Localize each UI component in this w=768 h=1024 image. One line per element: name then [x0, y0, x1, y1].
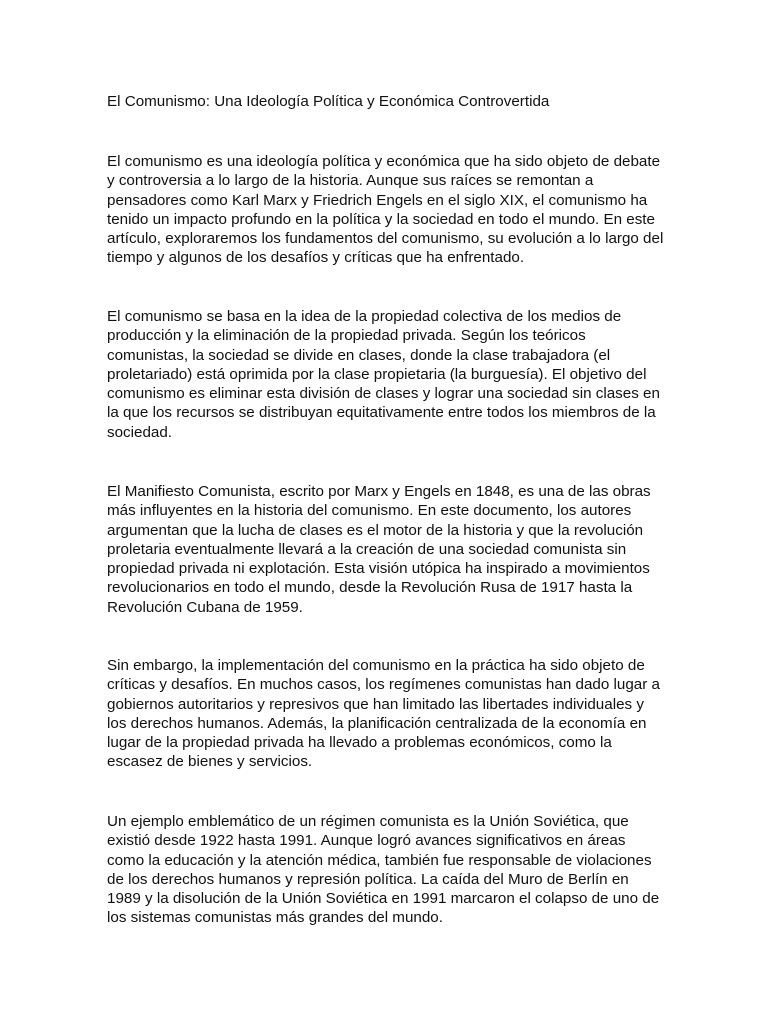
- paragraph-line: los derechos humanos. Además, la planificación centralizada de la economía en: [107, 714, 647, 732]
- paragraph-line: producción y la eliminación de la propiedad privada. Según los teóricos: [107, 327, 586, 345]
- paragraph-line: tiempo y algunos de los desafíos y críticas que ha enfrentado.: [107, 249, 525, 267]
- paragraph-line: sociedad.: [107, 423, 173, 441]
- paragraph-line: pensadores como Karl Marx y Friedrich Engels en el siglo XIX, el comunismo ha: [107, 191, 648, 209]
- paragraph-line: escasez de bienes y servicios.: [107, 753, 313, 771]
- paragraph-line: Revolución Cubana de 1959.: [107, 598, 303, 616]
- paragraph-line: argumentan que la lucha de clases es el motor de la historia y que la revolución: [107, 521, 644, 539]
- paragraph-line: 1989 y la disolución de la Unión Soviética en 1991 marcaron el colapso de uno de: [107, 890, 660, 908]
- paragraph-line: lugar de la propiedad privada ha llevado a problemas económicos, como la: [107, 734, 612, 752]
- paragraph-line: artículo, exploraremos los fundamentos del comunismo, su evolución a lo largo del: [107, 230, 664, 248]
- paragraph-2: [107, 307, 667, 442]
- paragraph-line: propiedad privada ni explotación. Esta visión utópica ha inspirado a movimientos: [107, 560, 650, 578]
- paragraph-line: comunistas, la sociedad se divide en clases, donde la clase trabajadora (el: [107, 346, 611, 364]
- paragraph-line: Sin embargo, la implementación del comunismo en la práctica ha sido objeto de: [107, 657, 645, 674]
- paragraph-line: existió desde 1922 hasta 1991. Aunque logró avances significativos en áreas: [107, 832, 626, 850]
- paragraph-line: revolucionarios en todo el mundo, desde la Revolución Rusa de 1917 hasta la: [107, 579, 633, 597]
- document-title: El Comunismo: Una Ideología Política y Económica Controvertida: [107, 93, 550, 110]
- paragraph-1: [107, 152, 667, 268]
- paragraph-line: El comunismo es una ideología política y económica que ha sido objeto de debate: [107, 153, 661, 170]
- paragraph-line: y controversia a lo largo de la historia. Aunque sus raíces se remontan a: [107, 172, 594, 190]
- paragraph-line: más influyentes en la historia del comunismo. En este documento, los autores: [107, 502, 632, 520]
- paragraph-line: El Manifiesto Comunista, escrito por Marx y Engels en 1848, es una de las obras: [107, 483, 651, 500]
- paragraph-line: El comunismo se basa en la idea de la propiedad colectiva de los medios de: [107, 308, 622, 325]
- paragraph-line: proletaria eventualmente llevará a la creación de una sociedad comunista sin: [107, 540, 627, 558]
- paragraph-line: la que los recursos se distribuyan equitativamente entre todos los miembros de la: [107, 404, 656, 422]
- paragraph-line: críticas y desafíos. En muchos casos, los regímenes comunistas han dado lugar a: [107, 676, 660, 694]
- paragraph-line: los sistemas comunistas más grandes del mundo.: [107, 909, 443, 927]
- paragraph-3: [107, 482, 667, 617]
- paragraph-line: tenido un impacto profundo en la política y la sociedad en todo el mundo. En este: [107, 210, 655, 228]
- paragraph-4: [107, 656, 667, 772]
- paragraph-line: proletariado) está oprimida por la clase propietaria (la burguesía). El objetivo del: [107, 365, 647, 383]
- paragraph-line: Un ejemplo emblemático de un régimen comunista es la Unión Soviética, que: [107, 813, 629, 830]
- paragraph-line: gobiernos autoritarios y represivos que han limitado las libertades individuales y: [107, 695, 644, 713]
- paragraph-line: de los derechos humanos y represión política. La caída del Muro de Berlín en: [107, 870, 629, 888]
- paragraph-5: [107, 812, 667, 928]
- paragraph-line: comunismo es eliminar esta división de clases y lograr una sociedad sin clases en: [107, 385, 660, 403]
- paragraph-line: como la educación y la atención médica, también fue responsable de violaciones: [107, 851, 652, 869]
